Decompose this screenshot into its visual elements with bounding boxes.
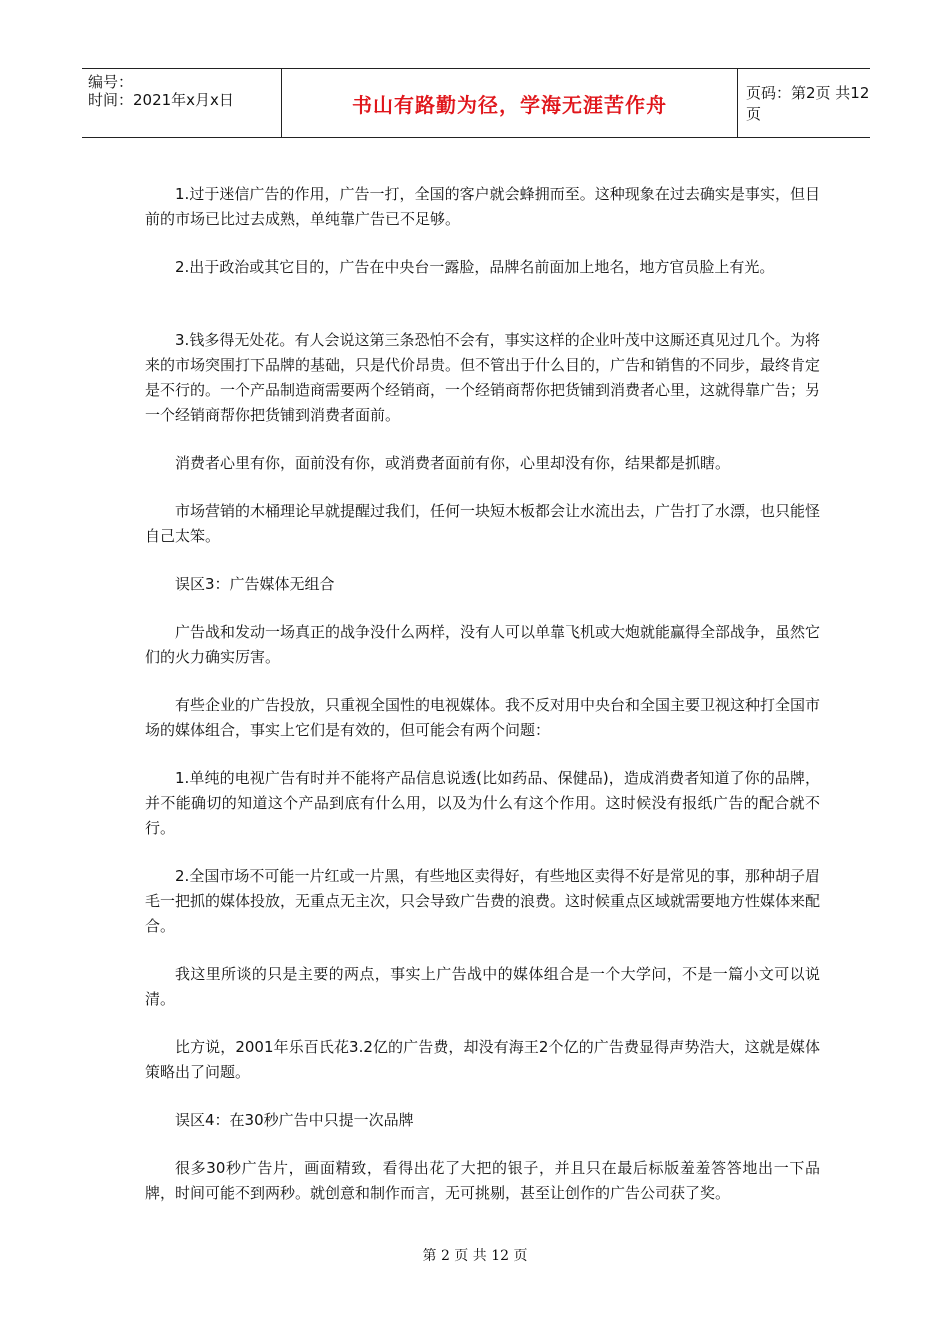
section-heading: 误区4：在30秒广告中只提一次品牌 <box>175 1111 414 1129</box>
paragraph: 消费者心里有你，面前没有你，或消费者面前有你，心里却没有你，结果都是抓瞎。 <box>175 454 731 472</box>
paragraph: 广告战和发动一场真正的战争没什么两样，没有人可以单靠飞机或大炮就能赢得全部战争，虽然它们的火力确实厉害。 <box>145 623 821 666</box>
paragraph: 有些企业的广告投放，只重视全国性的电视媒体。我不反对用中央台和全国主要卫视这种打全国市场的媒体组合，事实上它们是有效的，但可能会有两个问题： <box>145 696 821 739</box>
paragraph: 2.出于政治或其它目的，广告在中央台一露脸，品牌名前面加上地名，地方官员脸上有光。 <box>175 258 775 276</box>
header-page-number: 页码：第2页 共12页 <box>746 84 870 123</box>
page-header <box>82 68 870 138</box>
paragraph: 1.过于迷信广告的作用，广告一打，全国的客户就会蜂拥而至。这种现象在过去确实是事实，但目前的市场已比过去成熟，单纯靠广告已不足够。 <box>145 185 820 228</box>
document-body <box>145 182 820 1206</box>
paragraph: 2.全国市场不可能一片红或一片黑，有些地区卖得好，有些地区卖得不好是常见的事，那种胡子眉毛一把抓的媒体投放，无重点无主次，只会导致广告费的浪费。这时候重点区域就需要地方性媒体来配合。 <box>145 867 821 935</box>
header-motto: 书山有路勤为径，学海无涯苦作舟 <box>352 92 667 117</box>
header-meta <box>82 69 282 137</box>
paragraph: 比方说，2001年乐百氏花3.2亿的广告费，却没有海王2个亿的广告费显得声势浩大，这就是媒体策略出了问题。 <box>145 1038 820 1081</box>
paragraph: 我这里所谈的只是主要的两点，事实上广告战中的媒体组合是一个大学问，不是一篇小文可以说清。 <box>145 965 820 1008</box>
paragraph: 3.钱多得无处花。有人会说这第三条恐怕不会有，事实这样的企业叶茂中这厮还真见过几个。为将来的市场突围打下品牌的基础，只是代价昂贵。但不管出于什么目的，广告和销售的不同步，最终肯定是不行的。一个产品制造商需要两个经销商，一个经销商帮你把货铺到消费者心里，这就得靠广告；另一个经销商帮你把货铺到消费者面前。 <box>145 331 821 424</box>
paragraph: 市场营销的木桶理论早就提醒过我们，任何一块短木板都会让水流出去，广告打了水漂，也只能怪自己太笨。 <box>145 502 821 545</box>
paragraph: 1.单纯的电视广告有时并不能将产品信息说透(比如药品、保健品)，造成消费者知道了你的品牌，并不能确切的知道这个产品到底有什么用，以及为什么有这个作用。这时候没有报纸广告的配合就不行。 <box>145 769 820 837</box>
header-motto-cell <box>282 69 738 137</box>
document-date: 时间：2021年x月x日 <box>88 91 234 109</box>
section-heading: 误区3：广告媒体无组合 <box>175 575 335 593</box>
page-footer: 第 2 页 共 12 页 <box>422 1248 528 1264</box>
document-number: 编号： <box>88 73 134 91</box>
paragraph: 很多30秒广告片，画面精致，看得出花了大把的银子，并且只在最后标版羞羞答答地出一下品牌，时间可能不到两秒。就创意和制作而言，无可挑剔，甚至让创作的广告公司获了奖。 <box>145 1159 820 1202</box>
header-page-cell <box>738 69 870 137</box>
